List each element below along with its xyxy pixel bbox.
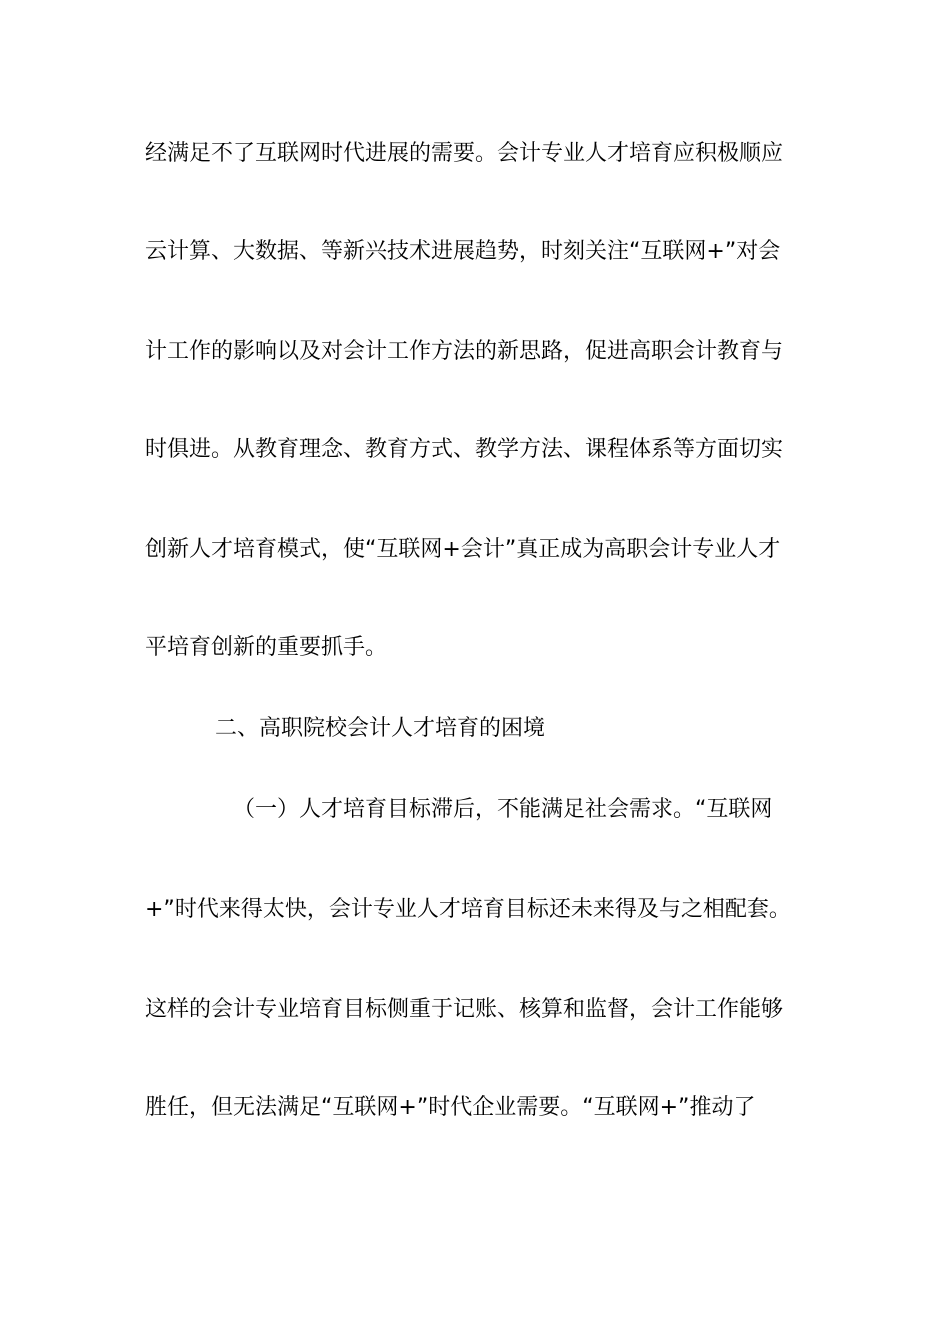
subsection-line-3: 这样的会计专业培育目标侧重于记账、核算和监督，会计工作能够: [145, 997, 784, 1022]
paragraph-line-3: 计工作的影响以及对会计工作方法的新思路，促进高职会计教育与: [145, 339, 784, 364]
paragraph-line-4: 时俱进。从教育理念、教育方式、教学方法、课程体系等方面切实: [145, 437, 784, 462]
subsection-line-2: +”时代来得太快，会计专业人才培育目标还未来得及与之相配套。: [145, 897, 791, 922]
paragraph-line-6: 平培育创新的重要抓手。: [145, 635, 388, 660]
subsection-line-4: 胜任，但无法满足“互联网+”时代企业需要。“互联网+”推动了: [145, 1095, 756, 1120]
section-heading: 二、高职院校会计人才培育的困境: [215, 716, 546, 741]
paragraph-line-2: 云计算、大数据、等新兴技术进展趋势，时刻关注“互联网+”对会: [145, 239, 781, 264]
subsection-line-1: （一）人才培育目标滞后，不能满足社会需求。“互联网: [233, 797, 773, 822]
paragraph-line-5: 创新人才培育模式，使“互联网+会计”真正成为高职会计专业人才: [145, 537, 781, 562]
paragraph-line-1: 经满足不了互联网时代进展的需要。会计专业人才培育应积极顺应: [145, 141, 784, 166]
